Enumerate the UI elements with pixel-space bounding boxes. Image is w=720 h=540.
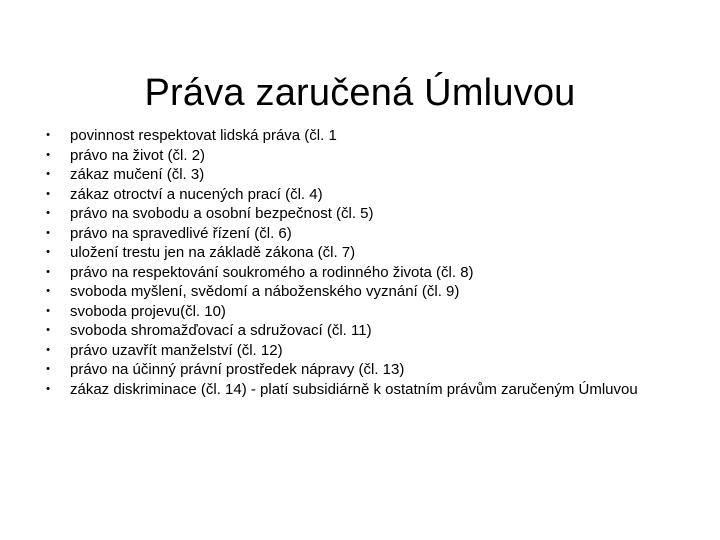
bullet-icon: • <box>46 285 50 297</box>
list-item-text: uložení trestu jen na základě zákona (čl. 7) <box>70 244 356 261</box>
list-item-text: povinnost respektovat lidská práva (čl. 1 <box>70 127 337 144</box>
list-item <box>40 165 680 185</box>
list-item <box>40 321 680 341</box>
list-item-text: právo na život (čl. 2) <box>70 146 206 164</box>
bullet-icon: • <box>46 363 50 375</box>
bullet-icon: • <box>46 168 50 180</box>
bullet-icon: • <box>46 129 50 141</box>
list-item <box>40 302 680 322</box>
bullet-icon: • <box>46 148 50 161</box>
list-item <box>40 185 680 205</box>
list-item-text: svoboda shromažďovací a sdružovací (čl. 11) <box>70 322 372 339</box>
bullet-icon: • <box>46 246 50 258</box>
list-item-text: zákaz mučení (čl. 3) <box>70 166 205 183</box>
bullet-icon: • <box>46 304 50 317</box>
bullet-icon: • <box>46 265 50 278</box>
list-item <box>40 146 680 166</box>
list-item-text: právo na spravedlivé řízení (čl. 6) <box>70 224 292 242</box>
list-item <box>40 380 680 400</box>
list-item <box>40 360 680 380</box>
list-item <box>40 282 680 302</box>
list-item-text: právo uzavřít manželství (čl. 12) <box>70 341 283 359</box>
list-item-text: právo na účinný právní prostředek nápravy (čl. 13) <box>70 361 405 378</box>
list-item <box>40 126 680 146</box>
slide-title: Práva zaručená Úmluvou <box>144 72 576 115</box>
bullet-icon: • <box>46 207 50 219</box>
bullet-icon: • <box>46 324 50 336</box>
list-item-text: zákaz otroctví a nucených prací (čl. 4) <box>70 185 323 203</box>
bullet-icon: • <box>46 382 50 395</box>
list-item <box>40 263 680 283</box>
list-item-text: právo na svobodu a osobní bezpečnost (čl. 5) <box>70 205 374 222</box>
bullet-icon: • <box>46 187 50 200</box>
rights-bullet-list <box>40 126 680 399</box>
list-item-text: svoboda projevu(čl. 10) <box>70 302 226 320</box>
bullet-icon: • <box>46 343 50 356</box>
list-item <box>40 341 680 361</box>
list-item <box>40 224 680 244</box>
list-item <box>40 204 680 224</box>
list-item-text: zákaz diskriminace (čl. 14) - platí subsidiárně k ostatním právům zaručeným Úmluvou <box>70 380 638 398</box>
list-item <box>40 243 680 263</box>
list-item-text: svoboda myšlení, svědomí a náboženského vyznání (čl. 9) <box>70 283 460 300</box>
list-item-text: právo na respektování soukromého a rodinného života (čl. 8) <box>70 263 474 281</box>
bullet-icon: • <box>46 226 50 239</box>
